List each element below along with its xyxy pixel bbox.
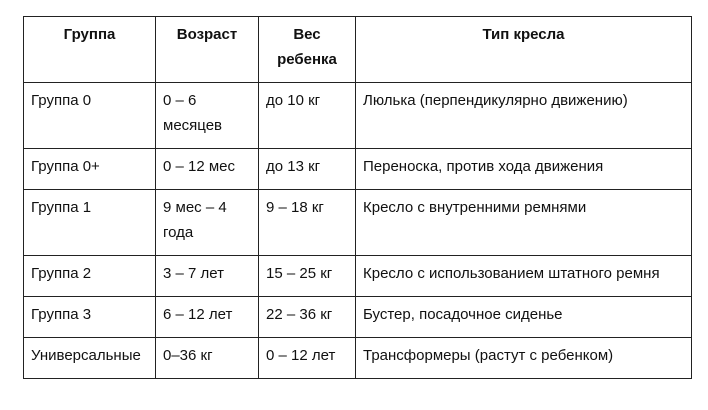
table-row — [24, 297, 692, 338]
cell-weight: до 13 кг — [259, 149, 356, 190]
cell-group: Универсальные — [24, 338, 156, 379]
table-row — [24, 256, 692, 297]
header-seat-type: Тип кресла — [356, 17, 692, 83]
table-row — [24, 338, 692, 379]
cell-weight: 9 – 18 кг — [259, 190, 356, 256]
cell-seat-type: Кресло с внутренними ремнями — [356, 190, 692, 256]
cell-group: Группа 2 — [24, 256, 156, 297]
cell-seat-type: Переноска, против хода движения — [356, 149, 692, 190]
cell-group: Группа 0 — [24, 83, 156, 149]
table-row — [24, 149, 692, 190]
cell-weight: до 10 кг — [259, 83, 356, 149]
cell-seat-type: Трансформеры (растут с ребенком) — [356, 338, 692, 379]
cell-weight: 0 – 12 лет — [259, 338, 356, 379]
cell-group: Группа 3 — [24, 297, 156, 338]
cell-weight: 15 – 25 кг — [259, 256, 356, 297]
cell-seat-type: Кресло с использованием штатного ремня — [356, 256, 692, 297]
header-age: Возраст — [156, 17, 259, 83]
cell-age: 6 – 12 лет — [156, 297, 259, 338]
cell-seat-type: Люлька (перпендикулярно движению) — [356, 83, 692, 149]
cell-group: Группа 1 — [24, 190, 156, 256]
header-weight: Вес ребенка — [259, 17, 356, 83]
cell-age: 0 – 12 мес — [156, 149, 259, 190]
car-seat-groups-table — [23, 16, 692, 379]
cell-seat-type: Бустер, посадочное сиденье — [356, 297, 692, 338]
table-row — [24, 190, 692, 256]
cell-age: 9 мес – 4 года — [156, 190, 259, 256]
cell-group: Группа 0+ — [24, 149, 156, 190]
header-group: Группа — [24, 17, 156, 83]
cell-age: 3 – 7 лет — [156, 256, 259, 297]
cell-age: 0–36 кг — [156, 338, 259, 379]
cell-age: 0 – 6 месяцев — [156, 83, 259, 149]
table-header-row — [24, 17, 692, 83]
table-row — [24, 83, 692, 149]
car-seat-table-wrapper — [23, 16, 692, 379]
cell-weight: 22 – 36 кг — [259, 297, 356, 338]
